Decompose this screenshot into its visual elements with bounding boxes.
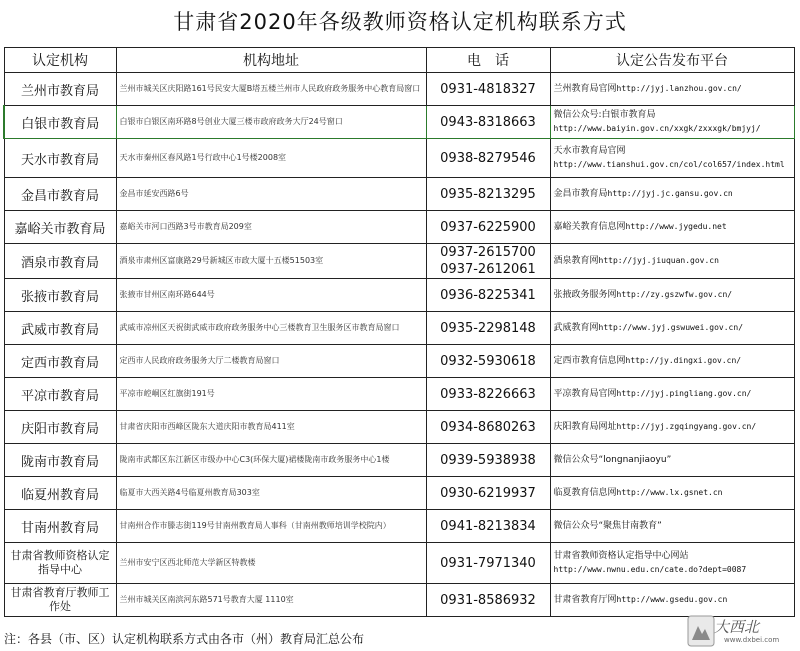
platform-name: 兰州教育局官网	[553, 84, 617, 94]
phone-cell	[426, 178, 550, 211]
platform-url[interactable]: http://jy.dingxi.gov.cn/	[625, 356, 742, 365]
watermark-text: 大西北	[714, 618, 760, 636]
platform-name: 嘉峪关教育信息网	[553, 222, 626, 232]
platform-name: 酒泉教育网	[553, 256, 599, 266]
org-cell: 武威市教育局	[4, 312, 116, 345]
phone-number: 0937-2615700	[440, 245, 536, 260]
phone-cell	[426, 543, 550, 584]
platform-url[interactable]: http://jyj.jiuquan.gov.cn	[598, 256, 719, 265]
org-cell: 定西市教育局	[4, 345, 116, 378]
page-title: 甘肃省2020年各级教师资格认定机构联系方式	[173, 10, 627, 34]
platform-url[interactable]: http://www.nwnu.edu.cn/cate.do?dept=0087	[553, 565, 747, 574]
platform-cell	[550, 244, 794, 279]
address-cell: 武威市凉州区天祝街武威市政府政务服务中心三楼教育卫生服务区市教育局窗口	[116, 312, 426, 345]
phone-cell	[426, 279, 550, 312]
platform-url[interactable]: http://www.jyj.gswuwei.gov.cn/	[598, 323, 744, 332]
phone-number: 0931-7971340	[440, 555, 536, 571]
platform-url[interactable]: http://jyj.pingliang.gov.cn/	[616, 389, 752, 398]
platform-name: 庆阳教育局网址	[553, 422, 617, 432]
org-cell: 兰州市教育局	[4, 73, 116, 106]
platform-name: 甘肃省教育厅网	[553, 595, 617, 605]
phone-cell	[426, 584, 550, 617]
phone-cell	[426, 211, 550, 244]
platform-url[interactable]: http://www.jygedu.net	[625, 222, 727, 231]
table-row	[4, 411, 794, 444]
table-row	[4, 244, 794, 279]
table-row	[4, 211, 794, 244]
platform-name: 微信公众号“聚焦甘南教育”	[553, 521, 662, 531]
platform-name: 微信公众号:白银市教育局	[553, 110, 656, 120]
platform-name: 金昌市教育局	[553, 189, 608, 199]
site-watermark	[686, 612, 794, 648]
header-org: 认定机构	[4, 48, 116, 73]
platform-cell	[550, 543, 794, 584]
platform-name: 天水市教育局官网	[553, 146, 626, 156]
phone-cell	[426, 378, 550, 411]
platform-cell	[550, 279, 794, 312]
phone-cell	[426, 139, 550, 178]
phone-cell	[426, 244, 550, 279]
address-cell: 平凉市崆峒区红旗街191号	[116, 378, 426, 411]
org-cell: 庆阳市教育局	[4, 411, 116, 444]
table-row	[4, 345, 794, 378]
platform-cell	[550, 411, 794, 444]
platform-url[interactable]: http://zy.gszwfw.gov.cn/	[616, 290, 733, 299]
org-cell: 陇南市教育局	[4, 444, 116, 477]
org-cell: 张掖市教育局	[4, 279, 116, 312]
phone-number: 0932-5930618	[440, 353, 536, 369]
platform-cell	[550, 477, 794, 510]
platform-name: 张掖政务服务网	[553, 290, 617, 300]
address-cell: 天水市秦州区春风路1号行政中心1号楼2008室	[116, 139, 426, 178]
phone-number: 0931-4818327	[440, 81, 536, 97]
header-platform: 认定公告发布平台	[550, 48, 794, 73]
phone-cell	[426, 73, 550, 106]
platform-url[interactable]: http://www.lx.gsnet.cn	[616, 488, 723, 497]
table-row	[4, 444, 794, 477]
platform-cell	[550, 211, 794, 244]
address-cell: 兰州市安宁区西北师范大学新区特教楼	[116, 543, 426, 584]
table-row	[4, 584, 794, 617]
platform-name: 定西市教育信息网	[553, 356, 626, 366]
address-cell: 金昌市延安西路6号	[116, 178, 426, 211]
org-cell: 甘南州教育局	[4, 510, 116, 543]
phone-cell	[426, 444, 550, 477]
platform-url[interactable]: http://jyj.lanzhou.gov.cn/	[616, 84, 742, 93]
platform-cell	[550, 444, 794, 477]
phone-number: 0930-6219937	[440, 485, 536, 501]
platform-name: 武威教育网	[553, 323, 599, 333]
phone-number: 0937-2612061	[440, 262, 536, 277]
address-cell: 兰州市城关区南滨河东路571号教育大厦 1110室	[116, 584, 426, 617]
table-row	[4, 477, 794, 510]
org-cell: 酒泉市教育局	[4, 244, 116, 279]
org-cell: 天水市教育局	[4, 139, 116, 178]
platform-url[interactable]: http://www.gsedu.gov.cn	[616, 595, 728, 604]
footnote: 注：各县（市、区）认定机构联系方式由各市（州）教育局汇总公布	[4, 632, 365, 646]
platform-name: 临夏教育信息网	[553, 488, 617, 498]
table-row	[4, 139, 794, 178]
address-cell: 兰州市城关区庆阳路161号民安大厦B塔五楼兰州市人民政府政务服务中心教育局窗口	[116, 73, 426, 106]
phone-number: 0931-8586932	[440, 592, 536, 608]
phone-cell	[426, 345, 550, 378]
platform-url[interactable]: http://jyj.jc.gansu.gov.cn	[607, 189, 733, 198]
header-address: 机构地址	[116, 48, 426, 73]
table-header-row	[4, 48, 794, 73]
org-cell: 甘肃省教育厅教师工作处	[4, 584, 116, 617]
org-cell: 平凉市教育局	[4, 378, 116, 411]
platform-cell	[550, 106, 794, 139]
platform-name: 微信公众号“longnanjiaoyu”	[553, 455, 672, 465]
platform-cell	[550, 73, 794, 106]
org-cell: 嘉峪关市教育局	[4, 211, 116, 244]
phone-cell	[426, 106, 550, 139]
address-cell: 嘉峪关市河口西路3号市教育局209室	[116, 211, 426, 244]
address-cell: 临夏市大西关路4号临夏州教育局303室	[116, 477, 426, 510]
address-cell: 甘肃省庆阳市西峰区陇东大道庆阳市教育局411室	[116, 411, 426, 444]
platform-cell	[550, 345, 794, 378]
phone-cell	[426, 312, 550, 345]
table-row	[4, 510, 794, 543]
platform-cell	[550, 312, 794, 345]
table-row	[4, 312, 794, 345]
org-cell: 白银市教育局	[4, 106, 116, 139]
table-row	[4, 279, 794, 312]
platform-name: 平凉教育局官网	[553, 389, 617, 399]
platform-url[interactable]: http://jyj.zgqingyang.gov.cn/	[616, 422, 757, 431]
watermark-url: www.dxbei.com	[724, 636, 780, 644]
platform-url[interactable]: http://www.tianshui.gov.cn/col/col657/index.html	[553, 160, 785, 169]
address-cell: 白银市白银区南环路8号创业大厦三楼市政府政务大厅24号窗口	[116, 106, 426, 139]
phone-number: 0937-6225900	[440, 219, 536, 235]
table-row	[4, 106, 794, 139]
phone-cell	[426, 510, 550, 543]
platform-name: 甘肃省教师资格认定指导中心网站	[553, 551, 689, 561]
address-cell: 酒泉市肃州区富康路29号新城区市政大厦十五楼51503室	[116, 244, 426, 279]
contact-table	[3, 47, 795, 617]
phone-number: 0939-5938938	[440, 452, 536, 468]
table-row	[4, 73, 794, 106]
platform-cell	[550, 139, 794, 178]
org-cell: 临夏州教育局	[4, 477, 116, 510]
phone-number: 0934-8680263	[440, 419, 536, 435]
org-cell: 金昌市教育局	[4, 178, 116, 211]
table-row	[4, 378, 794, 411]
phone-number: 0943-8318663	[440, 114, 536, 130]
table-row	[4, 178, 794, 211]
phone-number: 0941-8213834	[440, 518, 536, 534]
phone-cell	[426, 477, 550, 510]
phone-number: 0935-2298148	[440, 320, 536, 336]
phone-number: 0935-8213295	[440, 186, 536, 202]
header-phone: 电 话	[426, 48, 550, 73]
phone-number: 0938-8279546	[440, 150, 536, 166]
platform-cell	[550, 178, 794, 211]
phone-cell	[426, 411, 550, 444]
platform-cell	[550, 510, 794, 543]
watermark-logo-icon	[686, 614, 716, 648]
platform-url[interactable]: http://www.baiyin.gov.cn/xxgk/zxxxgk/bmjyj/	[553, 124, 761, 133]
phone-number: 0936-8225341	[440, 287, 536, 303]
address-cell: 甘南州合作市滕志街119号甘南州教育局人事科（甘南州教师培训学校院内）	[116, 510, 426, 543]
address-cell: 张掖市甘州区南环路644号	[116, 279, 426, 312]
phone-number: 0933-8226663	[440, 386, 536, 402]
org-cell: 甘肃省教师资格认定指导中心	[4, 543, 116, 584]
address-cell: 定西市人民政府政务服务大厅二楼教育局窗口	[116, 345, 426, 378]
table-row	[4, 543, 794, 584]
address-cell: 陇南市武都区东江新区市级办中心C3(环保大厦)裙楼陇南市政务服务中心1楼	[116, 444, 426, 477]
platform-cell	[550, 378, 794, 411]
